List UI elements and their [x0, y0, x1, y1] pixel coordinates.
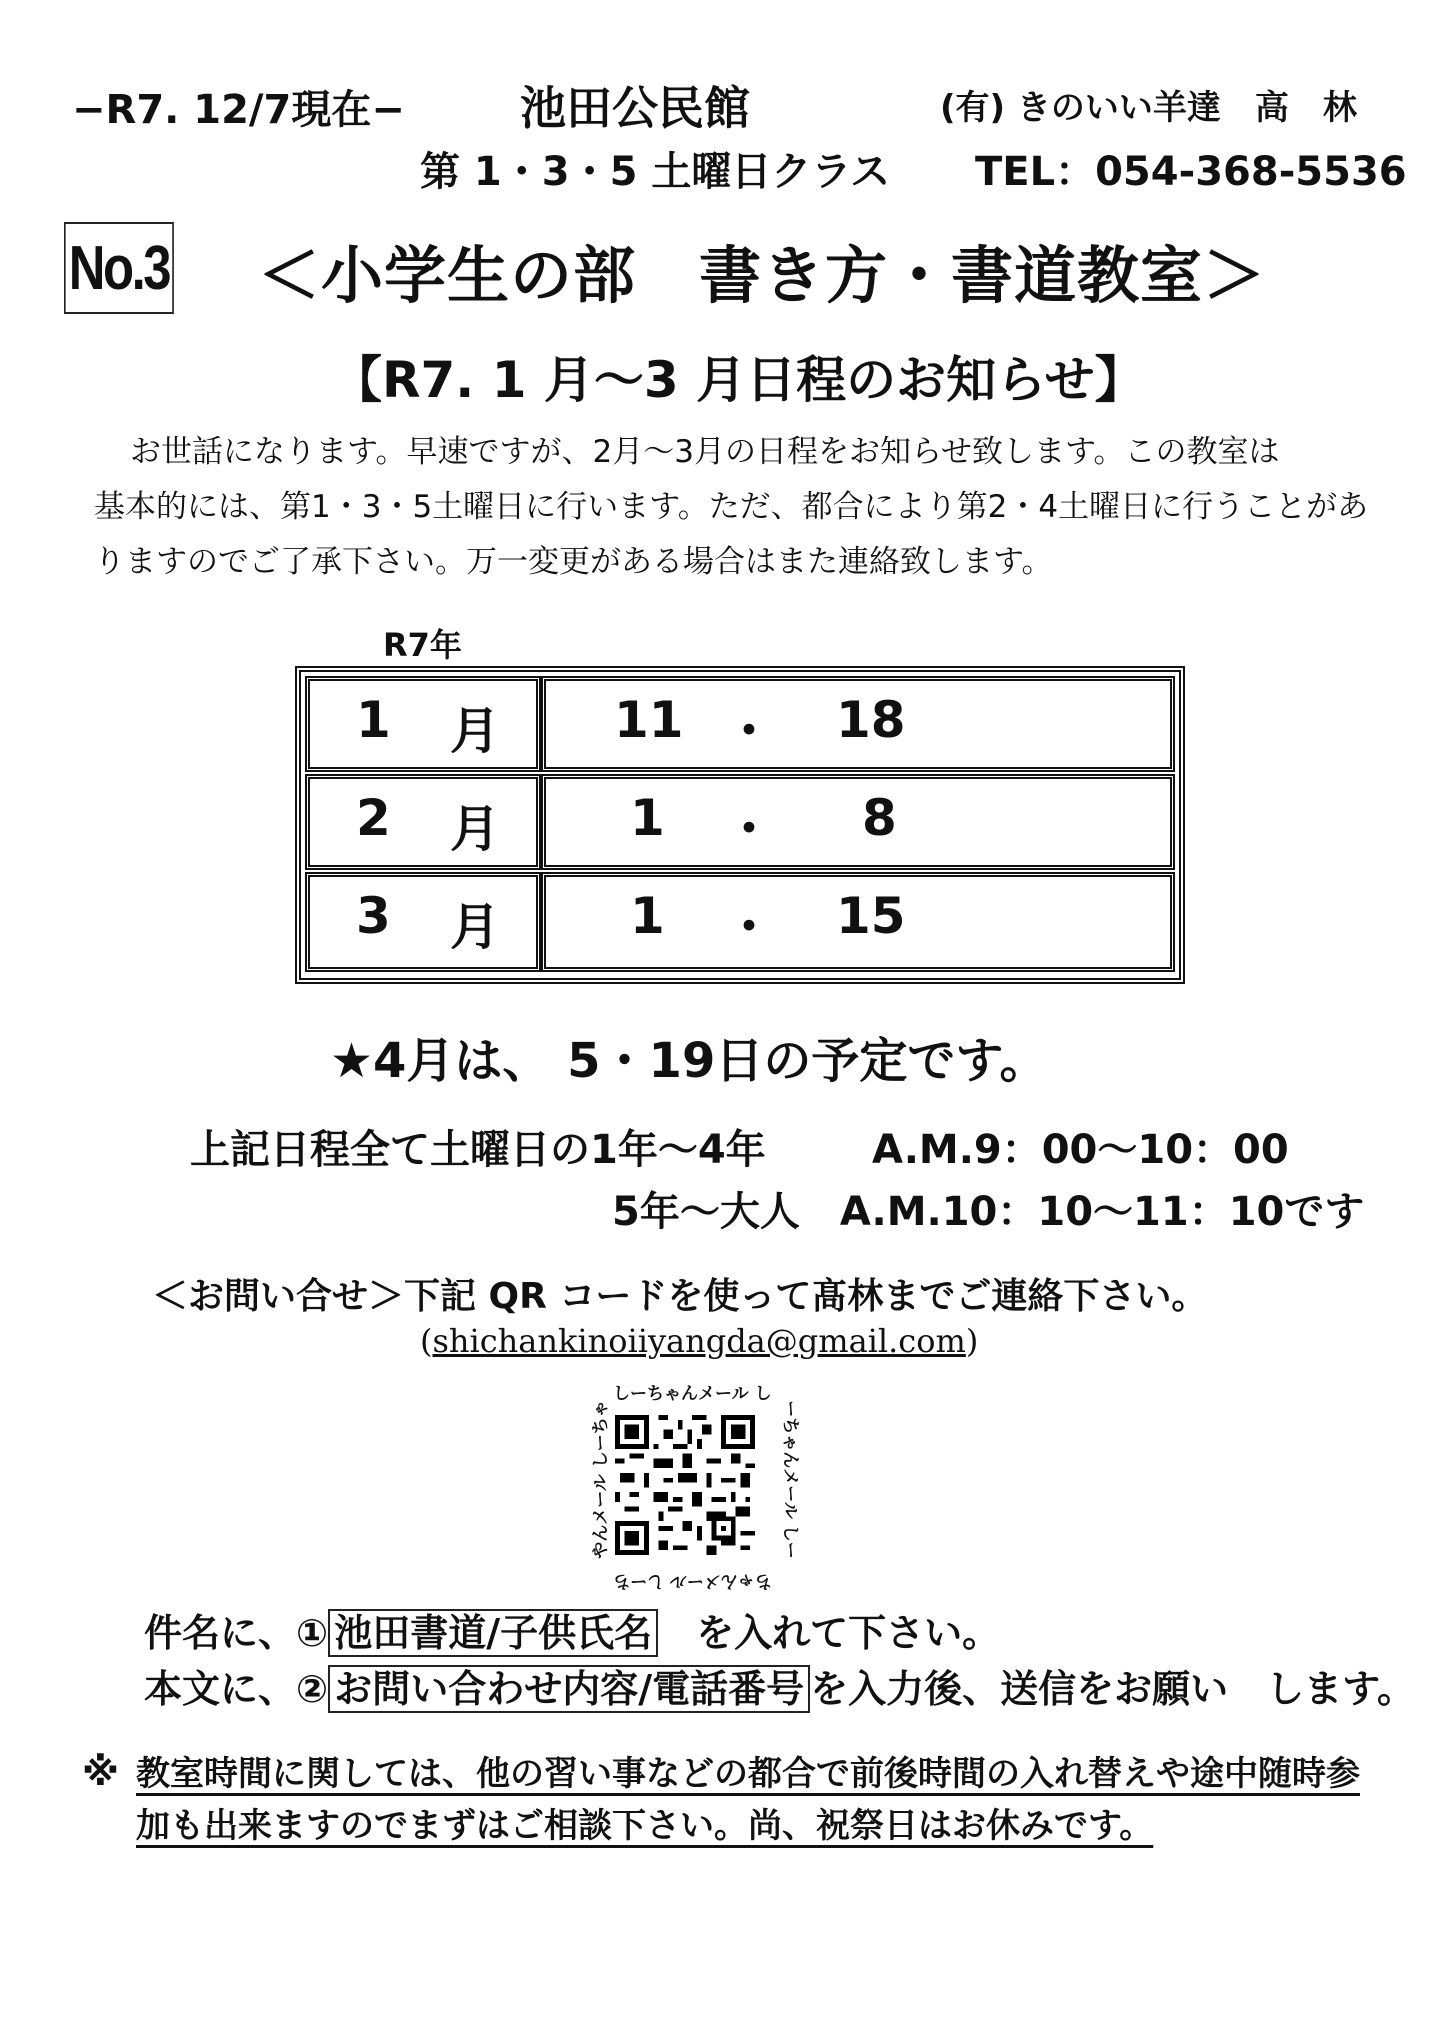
qr-caption-left: やんメール しーちゃ [590, 1400, 611, 1559]
subject-prefix: 件名に、① [144, 1611, 329, 1655]
day-first: 1 [630, 789, 665, 847]
month-cell [305, 774, 541, 870]
paren-close: ) [965, 1322, 979, 1360]
subject-instruction [144, 1602, 1000, 1657]
month-unit: 月 [450, 702, 500, 760]
body-instruction [144, 1658, 1415, 1713]
intro-line-3: りますのでご了承下さい。万一変更がある場合はまた連絡致します。 [94, 544, 1053, 580]
april-note: ★4月は、 5・19日の予定です。 [330, 1033, 1048, 1089]
day-second: 15 [836, 887, 906, 945]
intro-paragraph [94, 425, 1384, 590]
note-line-2: 加も出来ますのでまずはご相談下さい。尚、祝祭日はお休みです。 [136, 1806, 1154, 1846]
month-unit: 月 [450, 800, 500, 858]
month-cell [305, 676, 541, 772]
year-label: R7年 [383, 626, 462, 664]
venue-name: 池田公民館 [520, 81, 750, 135]
subject-suffix: を入れて下さい。 [658, 1611, 1001, 1655]
date-label: −R7. 12/7現在− [72, 87, 405, 133]
body-suffix: を入力後、送信をお願い します。 [810, 1667, 1416, 1711]
schedule-table [295, 666, 1185, 984]
intro-line-1: お世話になります。早速ですが、2月～3月の日程をお知らせ致します。この教室は [130, 434, 1280, 470]
day-separator: ・ [724, 702, 774, 760]
days-cell [541, 676, 1175, 772]
email-line [420, 1322, 978, 1360]
document-number: No.3 [64, 222, 174, 314]
company-name: (有) きのいい羊達 高 林 [940, 88, 1357, 128]
qr-caption-top: しーちゃんメール し [613, 1384, 772, 1404]
schedule-row [305, 872, 1175, 972]
note-mark: ※ [82, 1750, 119, 1794]
day-separator: ・ [724, 898, 774, 956]
days-cell [541, 872, 1175, 972]
qr-caption-right: ーちゃんメール しー [779, 1400, 800, 1559]
page-subtitle: 【R7. 1 月～3 月日程のお知らせ】 [332, 351, 1145, 409]
subject-box: 池田書道/子供氏名 [328, 1609, 658, 1657]
day-second: 18 [836, 691, 906, 749]
paren-open: ( [420, 1322, 433, 1360]
body-box: お問い合わせ内容/電話番号 [328, 1665, 810, 1713]
qr-block [575, 1375, 800, 1595]
qr-caption-bottom: ちゃんメール しーち [613, 1571, 772, 1591]
note-line-1: 教室時間に関しては、他の習い事などの都合で前後時間の入れ替えや途中随時参 [136, 1754, 1360, 1794]
days-cell [541, 774, 1175, 870]
day-separator: ・ [724, 800, 774, 858]
time-label-lower-grades: 上記日程全て土曜日の1年～4年 [190, 1127, 766, 1173]
schedule-row [305, 774, 1175, 870]
body-prefix: 本文に、② [144, 1667, 329, 1711]
month-number: 2 [356, 789, 391, 847]
month-cell [305, 872, 541, 972]
schedule-row [305, 676, 1175, 772]
month-number: 3 [356, 887, 391, 945]
time-upper-grades: 5年～大人 A.M.10：10～11：10です [612, 1189, 1365, 1235]
note-text [136, 1748, 1376, 1852]
page-title: ＜小学生の部 書き方・書道教室＞ [258, 239, 1267, 312]
email-link[interactable]: shichankinoiiyangda@gmail.com [432, 1322, 966, 1360]
inquiry-text: ＜お問い合せ＞下記 QR コードを使って髙林までご連絡下さい。 [152, 1276, 1208, 1317]
month-unit: 月 [450, 898, 500, 956]
month-number: 1 [356, 691, 391, 749]
time-value-lower-grades: A.M.9：00～10：00 [872, 1127, 1289, 1173]
day-first: 1 [630, 887, 665, 945]
phone-number: TEL：054-368-5536 [975, 149, 1407, 195]
class-days: 第 1・3・5 土曜日クラス [420, 149, 891, 195]
day-first: 11 [614, 691, 684, 749]
intro-line-2: 基本的には、第1・3・5土曜日に行います。ただ、都合により第2・4土曜日に行うことがあ [94, 489, 1369, 525]
day-second: 8 [862, 789, 897, 847]
qr-code-icon[interactable] [615, 1415, 755, 1555]
